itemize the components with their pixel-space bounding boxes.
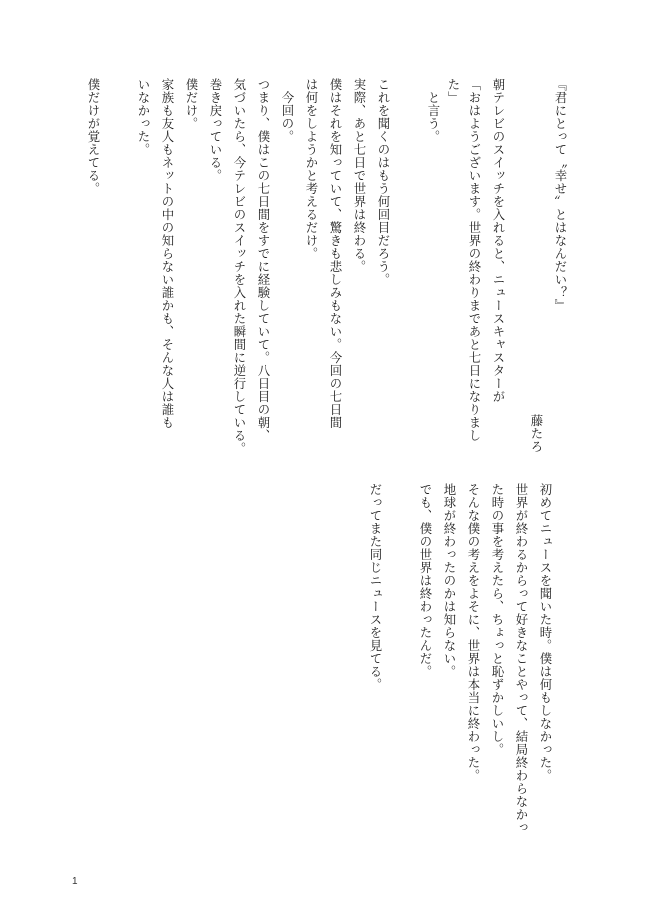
text-line: 僕はそれを知っていて、驚きも悲しみもない。今回の七日間 (328, 78, 343, 429)
author-line (524, 78, 548, 453)
text-line: 今回の。 (280, 78, 295, 143)
text-line: でも、僕の世界は終わったんだ。 (418, 483, 433, 678)
spacer (105, 78, 131, 453)
text-line: 朝テレビのスイッチを入れると、ニュースキャスターが (491, 78, 506, 403)
text-line: 家族も友人もネットの中の知らない誰かも、そんな人は誰も (160, 78, 175, 429)
text-line: と言う。 (426, 78, 441, 143)
text-line: 僕だけが覚えてる。 (86, 78, 101, 195)
spacer (510, 78, 524, 453)
author-name: 藤たろ (529, 414, 544, 453)
text-line: 僕だけ。 (184, 78, 199, 130)
text-line: 地球が終わったのかは知らない。 (442, 483, 457, 678)
spacer (387, 483, 413, 858)
text-line: た時の事を考えたら、ちょっと恥ずかしいし。 (490, 483, 505, 756)
text-line: 初めてニュースを聞いた時。僕は何もしなかった。 (538, 483, 553, 782)
story-title: 『君にとって〝幸せ〟とはなんだい？』 (553, 78, 568, 312)
lower-text-block (257, 483, 557, 858)
text-line: 実際、あと七日で世界は終わる。 (352, 78, 367, 273)
text-line: た」 (446, 78, 461, 104)
text-line: これを聞くのはもう何回目だろう。 (376, 78, 391, 286)
text-line: 巻き戻っている。 (208, 78, 223, 182)
upper-text-block (72, 78, 572, 453)
text-line: は何をしようかと考えるだけ。 (304, 78, 319, 260)
text-line: つまり、僕はこの七日間をすでに経験していて。八日目の朝、 (256, 78, 271, 442)
page-number: 1 (72, 876, 78, 887)
text-line: 「おはようございます。世界の終わりまであと七日になりまし (467, 78, 482, 442)
text-line: 世界が終わるからって好きなことやって、結局終わらなかっ (514, 483, 529, 834)
text-line: そんな僕の考えをよそに、世界は本当に終わった。 (466, 483, 481, 782)
text-line: だってまた同じニュースを見てる。 (368, 483, 383, 691)
spacer (395, 78, 421, 453)
text-line: いなかった。 (136, 78, 151, 156)
text-line: 気づいたら、今テレビのスイッチを入れた瞬間に逆行している。 (232, 78, 247, 455)
